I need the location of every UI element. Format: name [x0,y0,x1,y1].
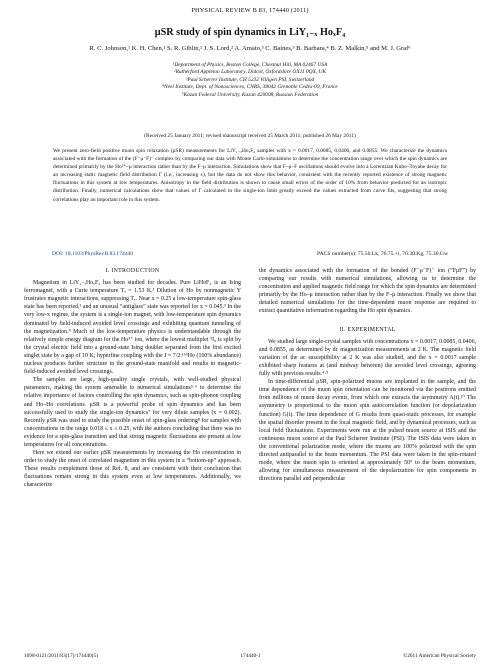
page-footer [24,653,476,659]
section-heading-introduction: I. INTRODUCTION [105,268,160,274]
footer-page-number: 174440-1 [240,653,261,659]
body-paragraph: In time-differential μSR, spin-polarized muons are implanted in the sample, and the time dependence of the muon spin orientation can be monitored via the positrons emitted from millions of muon decay events, from which one extracts the asymmetry A(t).¹⁰ The asymmetry is proportional to the muon spin autocorrelation function (or depolarization function) G(t). The time dependence of G results from quasi-static processes, for example the spatial disorder present in the local magnetic field, and by dynamical processes, such as local field fluctuations. Experiments were run at the pulsed muon source at ISIS and the continuous muon source at the Paul Scherrer Institute (PSI). The ISIS data were taken in the conventional polarization mode, where the muons are 100% polarized with the spin directed antiparallel to the beam momentum. The PSI data were taken in the spin-rotated mode, where the muon spin is oriented at approximately 50° to the beam momentum, allowing for simultaneous measurement of the depolarization for spin components in directions parallel and perpendicular [259,379,476,483]
body-paragraph: Here we extend our earlier μSR measurements by increasing the Ho concentration in order to study the onset of correlated magnetism in this system in a “bottom-up” approach. These results complement those of Ref. 8, and are consistent with their conclusion that fluctuations remain strong in this system even at low temperatures. Additionally, we characterize [24,450,241,489]
paper-title: μSR study of spin dynamics in LiY₁₋ₓ HoₓF₄ [154,27,346,38]
affiliation: ⁵Kazan Federal University, Kazan 420008, Russian Federation [181,91,319,98]
affiliation: ³Paul Scherrer Institute, CH 5232 Villigen PSI, Switzerland [185,76,315,83]
right-column [259,267,476,483]
body-paragraph: Magnetism in LiY₁₋ₓHoₓF₄ has been studied for decades. Pure LiHoF₄ is an Ising ferromagnet, with a Curie temperature Tₓ = 1.53 K.¹ Dilution of Ho by nonmagnetic Y frustrates magnetic interactions, suppressing Tₓ. Near x = 0.25 a low-temperature spin-glass state has been reported,² and an unusual “antiglass” state was reported for x = 0.045.³ In the very low-x regime, the system is a single-ion magnet, with low-temperature spin dynamics dominated by field-induced avoided level crossings and exhibiting quantum tunneling of the magnetization.⁴ Much of the low-temperature physics is understandable through the relatively simple energy diagram for the Ho³⁺ ion, where the lowest multiplet ⁵I₈ is split by the crystal electric field into a ground-state Ising doublet separated from the first excited singlet state by a gap of 10 K; hyperfine coupling with the I = 7/2 ¹⁶⁵Ho (100% abundance) nucleus produces further structure in the ground-state manifold and results in magnetic-field-induced avoided level crossings. [24,280,241,376]
body-paragraph: We studied large single-crystal samples with concentrations x = 0.0017, 0.0085, 0.0406, and 0.0855, as determined by dc magnetization measurements at 2 K. The magnetic field variation of the ac susceptibility at 2 K was also studied, and the x = 0.0017 sample exhibited sharp features at (and midway between) the avoided level crossings, agreeing fully with previous results.⁴·⁹ [259,338,476,378]
author-list: R. C. Johnson,¹ K. H. Chen,¹ S. R. Giblin,² J. S. Lord,² A. Amato,³ C. Baines,³ B. Barbara,⁴ B. Z. Malkin,⁵ and M. J. Graf⁶ [89,45,411,52]
section-heading-experimental: II. EXPERIMENTAL [339,326,396,333]
left-column [24,267,241,490]
received-dates: (Received 25 January 2011; revised manuscript received 25 March 2011; published 26 May 2011) [144,133,356,139]
body-paragraph: the dynamics associated with the formation of the bonded (F⁻μ⁻F)⁻ ion (“FμF”) by comparing our results with numerical simulations, allowing us to determine the concentration and applied magnetic field range for which the spin dynamics are determined primarily by the Ho–μ interaction rather than by the F–μ interaction. Finally we show that detailed numerical simulations for the time-dependent muon response are required to extract quantitative information regarding the Ho spin dynamics. [259,268,476,315]
affiliation: ²Rutherford Appleton Laboratory, Didcot, Oxfordshire OX11 0QX, UK [173,69,327,76]
pacs-numbers: PACS number(s): 75.50.Lk, 76.75.+i, 76.30.Kg, 75.30.Gw [317,251,448,257]
affiliations [40,62,460,99]
abstract: We present zero-field positive muon spin relaxation (μSR) measurements for LiY₁₋ₓHoₓF₄ samples with x = 0.0017, 0.0085, 0.0406, and 0.0855. We characterize the dynamics associated with the formation of the (F⁻μ⁻F)⁻ complex by comparing our data with Monte Carlo simulations to determine the concentration range over which the spin dynamics are determined primarily by the Ho³⁺–μ interaction rather than by the F–μ interaction. Simulations show that F–μ–F oscillations should evolve into a Lorentzian Kubo–Toyabe decay for an increasing static magnetic field distribution Γ (i.e., increasing x), but the data do not show this behavior, consistent with the recently reported existence of strong magnetic fluctuations in this system at low temperatures. Anisotropy in the field distribution is shown to cause small errors of the order of 10% from behavior predicted for an isotropic distribution. Finally, numerical calculations show that values of Γ calculated in the single-ion limit greatly exceed the values extracted from curve fits, suggesting that strong correlations play an important role in this system. [53,148,447,203]
doi-link[interactable]: DOI: 10.1103/PhysRevB.83.174440 [52,251,134,257]
affiliation: ¹Department of Physics, Boston College, Chestnut Hill, MA 02467 USA [172,62,328,68]
footer-issn: 1098-0121/2011/83(17)/174440(5) [24,653,98,659]
footer-copyright: ©2011 American Physical Society [403,653,476,659]
doi-pacs-line [52,251,448,257]
journal-header: PHYSICAL REVIEW B 83, 174440 (2011) [191,7,309,14]
affiliation: ⁴Néel Institute, Dept. of Nanosciences, CNRS, 38042 Grenoble Cedex-09, France [162,84,338,91]
body-paragraph: The samples are large, high-quality single crystals, with well-studied physical parameters, making the system amenable to numerical simulations⁵·⁶ to determine the relative importance of factors controlling the spin dynamics, such as spin-phonon coupling and Ho–Ho correlations. μSR is a powerful probe of spin dynamics and has been successfully used to study the single-ion dynamics⁷ for very dilute samples (x = 0.002). Recently μSR was used to study the possible onset of spin-glass ordering⁸ for samples with concentrations in the range 0.018 ≤ x ≤ 0.25, with the authors concluding that there was no evidence for a spin-glass transition and that strong magnetic fluctuations are present at low temperatures for all concentrations. [24,377,241,448]
